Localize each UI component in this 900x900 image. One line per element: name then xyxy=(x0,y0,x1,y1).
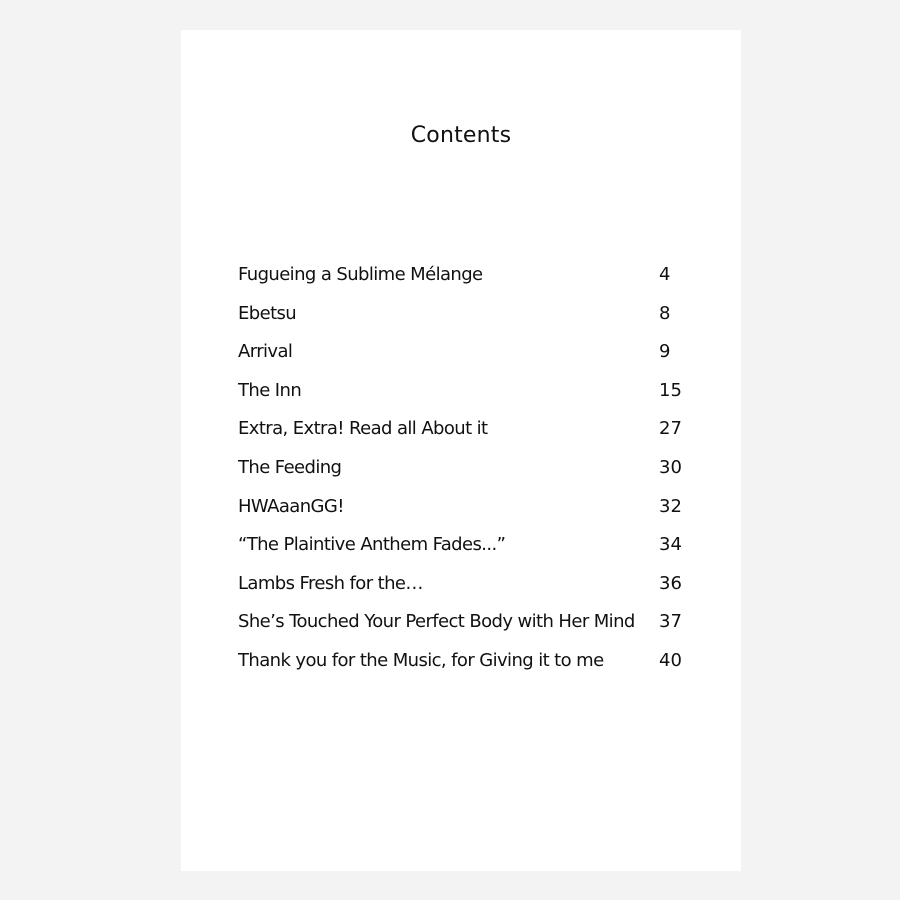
toc-entry xyxy=(238,573,683,612)
toc-entry-page: 4 xyxy=(659,264,671,285)
toc-entry xyxy=(238,496,683,535)
toc-entry-page: 37 xyxy=(659,611,682,633)
toc-entry xyxy=(238,303,683,342)
toc-entry-page: 9 xyxy=(659,341,671,363)
toc-entry-page: 8 xyxy=(659,302,671,324)
toc-entry xyxy=(238,457,683,496)
table-of-contents xyxy=(238,264,683,689)
toc-entry-title: Extra, Extra! Read all About it xyxy=(238,418,488,440)
toc-entry-title: Thank you for the Music, for Giving it to me xyxy=(238,649,604,671)
toc-entry-title: Fugueing a Sublime Mélange xyxy=(238,264,483,285)
toc-entry xyxy=(238,264,683,303)
toc-entry-page: 32 xyxy=(659,495,682,517)
toc-entry-title: HWAaanGG! xyxy=(238,495,344,517)
toc-entry-page: 34 xyxy=(659,534,682,556)
toc-entry xyxy=(238,611,683,650)
toc-entry-title: Lambs Fresh for the… xyxy=(238,572,423,594)
toc-entry-title: “The Plaintive Anthem Fades...” xyxy=(238,534,506,556)
toc-entry-title: Arrival xyxy=(238,341,293,363)
document-page xyxy=(181,30,741,871)
toc-entry-title: The Feeding xyxy=(238,456,342,478)
toc-entry-page: 27 xyxy=(659,418,682,440)
toc-entry-title: Ebetsu xyxy=(238,302,297,324)
toc-entry-title: The Inn xyxy=(238,379,302,401)
toc-entry-page: 36 xyxy=(659,572,682,594)
toc-entry-page: 30 xyxy=(659,456,682,478)
toc-entry xyxy=(238,534,683,573)
toc-entry-page: 40 xyxy=(659,649,682,671)
toc-entry xyxy=(238,380,683,419)
toc-entry xyxy=(238,418,683,457)
toc-entry-page: 15 xyxy=(659,379,682,401)
toc-entry xyxy=(238,341,683,380)
toc-entry-title: She’s Touched Your Perfect Body with Her Mind xyxy=(238,611,635,633)
page-title: Contents xyxy=(410,123,512,148)
toc-entry xyxy=(238,650,683,689)
